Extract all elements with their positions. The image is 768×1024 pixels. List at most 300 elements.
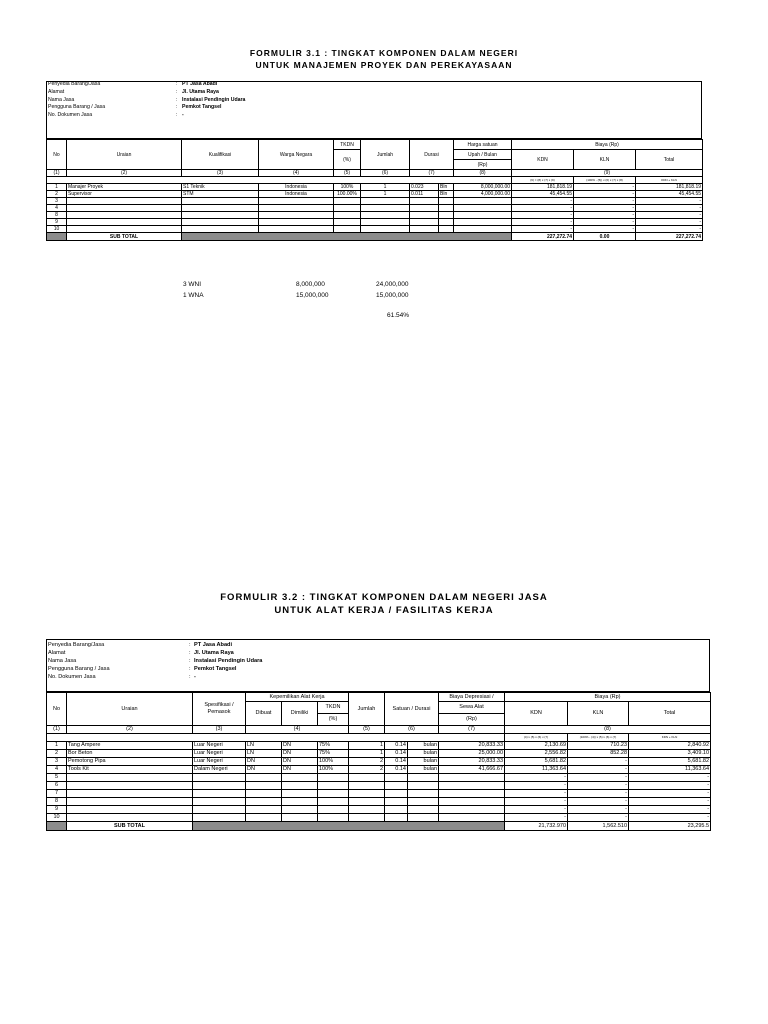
row-tkdn (334, 219, 361, 226)
info-value: - (182, 112, 184, 119)
row-total: - (629, 782, 711, 790)
row-durasi: 0.023 (410, 184, 439, 191)
row-dibuat (246, 782, 282, 790)
header-tkdn: TKDN (318, 702, 349, 714)
row-harga: 4,000,000.00 (454, 191, 512, 198)
row-tkdn (318, 790, 349, 798)
header-uraian: Uraian (67, 140, 182, 170)
row-kualifikasi: S1 Teknik (182, 184, 259, 191)
table-row (47, 798, 711, 806)
row-kdn: 45,454.55 (512, 191, 574, 198)
table-row (47, 766, 711, 774)
header-no: No (47, 140, 67, 170)
row-no: 2 (47, 750, 67, 758)
row-harga (454, 205, 512, 212)
row-kln: - (574, 226, 636, 233)
row-dimiliki: DN (282, 766, 318, 774)
row-jumlah: 1 (361, 191, 410, 198)
form1-table (46, 139, 703, 241)
subtotal-label: SUB TOTAL (67, 822, 193, 831)
header-total: Total (629, 702, 711, 726)
row-satuan (408, 774, 439, 782)
row-total: - (629, 806, 711, 814)
row-satuan: bulan (408, 758, 439, 766)
colnum: (3) (182, 170, 259, 177)
colnum: (4) (246, 726, 349, 734)
colnum: (8) (454, 170, 512, 177)
header-biaya: Biaya (Rp) (512, 140, 703, 150)
row-total: - (636, 212, 703, 219)
row-kln: - (574, 212, 636, 219)
row-dimiliki (282, 798, 318, 806)
colnum: (9) (512, 170, 703, 177)
row-dimiliki (282, 790, 318, 798)
row-depresiasi (439, 790, 505, 798)
row-warga-negara (259, 198, 334, 205)
row-jumlah: 1 (349, 742, 385, 750)
subtotal-kdn: 21,732.970 (505, 822, 568, 831)
header-harga-line1: Harga satuan (454, 140, 512, 150)
row-kdn: - (512, 205, 574, 212)
row-jumlah (349, 774, 385, 782)
row-kln: - (568, 782, 629, 790)
row-durasi-unit (439, 205, 454, 212)
row-tkdn (318, 782, 349, 790)
row-uraian (67, 774, 193, 782)
info-label: Nama Jasa (48, 96, 75, 103)
row-durasi: 0.011 (410, 191, 439, 198)
row-uraian (67, 212, 182, 219)
colnum: (5) (349, 726, 385, 734)
row-jumlah: 1 (349, 750, 385, 758)
row-dibuat: LN (246, 750, 282, 758)
row-uraian (67, 782, 193, 790)
row-durasi (385, 782, 408, 790)
row-kln: - (574, 191, 636, 198)
row-durasi: 0.14 (385, 750, 408, 758)
row-uraian: Tang Ampere (67, 742, 193, 750)
header-spesifikasi-line1: Spesifikasi / (204, 702, 234, 708)
info-label: Penyedia Barang/Jasa (48, 642, 105, 648)
row-durasi (410, 198, 439, 205)
header-jumlah: Jumlah (361, 140, 410, 170)
colnum: (6) (361, 170, 410, 177)
header-total: Total (636, 150, 703, 170)
row-durasi-unit (439, 212, 454, 219)
row-depresiasi: 25,000.00 (439, 750, 505, 758)
row-kdn: - (505, 806, 568, 814)
row-kdn: - (512, 212, 574, 219)
table-row (47, 806, 711, 814)
row-durasi-unit (439, 219, 454, 226)
row-dimiliki (282, 814, 318, 822)
row-no: 9 (47, 219, 67, 226)
info-colon: : (189, 658, 191, 664)
row-kln: - (568, 790, 629, 798)
row-kdn: - (512, 226, 574, 233)
header-kepemilikan: Kepemilikan Alat Kerja (246, 693, 349, 702)
row-warga-negara: Indonesia (259, 184, 334, 191)
info-value: - (194, 674, 196, 680)
info-label: No. Dokumen Jasa (48, 674, 96, 680)
info-label: Alamat (48, 650, 66, 656)
row-spesifikasi: Luar Negeri (193, 750, 246, 758)
row-dibuat: DN (246, 758, 282, 766)
colnum: (2) (67, 170, 182, 177)
row-total: - (636, 198, 703, 205)
row-harga (454, 226, 512, 233)
table-row (47, 212, 703, 219)
form1-title-line1: FORMULIR 3.1 : TINGKAT KOMPONEN DALAM NEGERI (249, 48, 519, 58)
row-spesifikasi (193, 798, 246, 806)
header-depresiasi-line1: Biaya Depresiasi / (439, 693, 505, 702)
row-tkdn: 100% (334, 184, 361, 191)
subtotal-kln: 0.00 (574, 233, 636, 241)
formula-kdn: (4) x (5) x (6) x (7) (505, 734, 568, 742)
row-tkdn (318, 814, 349, 822)
row-kln: - (568, 766, 629, 774)
row-dibuat (246, 798, 282, 806)
info-label: No. Dokumen Jasa (48, 112, 93, 119)
row-total: 2,840.92 (629, 742, 711, 750)
form1-title-line2: UNTUK MANAJEMEN PROYEK DAN PEREKAYASAAN (255, 60, 513, 70)
row-tkdn (318, 774, 349, 782)
row-jumlah (361, 205, 410, 212)
row-durasi: 0.14 (385, 742, 408, 750)
row-tkdn (334, 198, 361, 205)
row-tkdn (334, 226, 361, 233)
row-harga: 8,000,000.00 (454, 184, 512, 191)
note-percentage: 61.54% (387, 312, 410, 319)
colnum: (4) (259, 170, 334, 177)
row-kln: - (568, 758, 629, 766)
row-jumlah: 1 (361, 184, 410, 191)
formula-kln: (100% - (5)) x (6) x (7) x (8) (574, 177, 636, 184)
row-kln: 852.28 (568, 750, 629, 758)
colnum: (1) (47, 726, 67, 734)
row-dimiliki: DN (282, 742, 318, 750)
row-kln: - (574, 205, 636, 212)
row-kln: - (568, 774, 629, 782)
table-row (47, 742, 711, 750)
subtotal-shade (182, 233, 512, 241)
header-biaya: Biaya (Rp) (505, 693, 711, 702)
info-colon: : (189, 666, 191, 672)
form2-info (48, 641, 262, 681)
header-spesifikasi (193, 693, 246, 726)
info-colon: : (176, 112, 178, 119)
row-no: 3 (47, 758, 67, 766)
row-jumlah (361, 226, 410, 233)
subtotal-shade (47, 233, 67, 241)
table-row (47, 758, 711, 766)
row-uraian: Bor Beton (67, 750, 193, 758)
row-tkdn: 75% (318, 750, 349, 758)
note-wna-total: 15,000,000 (376, 292, 409, 299)
row-satuan (408, 782, 439, 790)
row-depresiasi: 20,833.33 (439, 758, 505, 766)
row-spesifikasi: Dalam Negeri (193, 766, 246, 774)
row-warga-negara (259, 212, 334, 219)
row-no: 10 (47, 226, 67, 233)
row-durasi (385, 814, 408, 822)
row-kualifikasi (182, 226, 259, 233)
row-no: 1 (47, 184, 67, 191)
table-row (47, 750, 711, 758)
table-row (47, 191, 703, 198)
form2-title-line2: UNTUK ALAT KERJA / FASILITAS KERJA (274, 605, 494, 616)
row-no: 5 (47, 774, 67, 782)
row-total: - (629, 790, 711, 798)
row-kdn: - (505, 790, 568, 798)
row-satuan: bulan (408, 766, 439, 774)
row-total: - (636, 205, 703, 212)
row-kln: - (568, 806, 629, 814)
row-kualifikasi (182, 219, 259, 226)
row-kln: - (568, 798, 629, 806)
row-durasi-unit: Bln (439, 184, 454, 191)
row-dimiliki (282, 774, 318, 782)
row-uraian (67, 806, 193, 814)
row-kdn: - (505, 774, 568, 782)
row-jumlah (361, 212, 410, 219)
header-depresiasi-line2: Sewa Alat (439, 702, 505, 714)
note-wni-count: 3 WNI (183, 281, 202, 288)
row-no: 8 (47, 798, 67, 806)
note-wna-count: 1 WNA (183, 292, 204, 299)
row-warga-negara (259, 205, 334, 212)
form1-title (0, 47, 768, 71)
row-no: 6 (47, 782, 67, 790)
info-value: Pemkot Tangsel (182, 104, 222, 111)
formula-spacer (47, 734, 505, 742)
row-uraian: Tools Kit (67, 766, 193, 774)
info-colon: : (189, 650, 191, 656)
subtotal-total: 227,272.74 (636, 233, 703, 241)
info-value: Instalasi Pendingin Udara (182, 96, 246, 103)
row-depresiasi (439, 798, 505, 806)
form2-title-line1: FORMULIR 3.2 : TINGKAT KOMPONEN DALAM NEGERI JASA (220, 592, 548, 603)
row-satuan (408, 790, 439, 798)
table-row (47, 782, 711, 790)
row-spesifikasi (193, 782, 246, 790)
row-total: 181,818.19 (636, 184, 703, 191)
table-row (47, 205, 703, 212)
header-satuan-durasi: Satuan / Durasi (385, 693, 439, 726)
row-kdn: - (512, 219, 574, 226)
info-colon: : (189, 642, 191, 648)
note-wna-rate: 15,000,000 (296, 292, 329, 299)
row-jumlah: 2 (349, 758, 385, 766)
row-kln: - (574, 198, 636, 205)
colnum: (1) (47, 170, 67, 177)
row-durasi (385, 798, 408, 806)
row-jumlah (361, 198, 410, 205)
note-wni-rate: 8,000,000 (296, 281, 325, 288)
row-durasi (410, 226, 439, 233)
info-label: Nama Jasa (48, 658, 77, 664)
row-spesifikasi: Luar Negeri (193, 742, 246, 750)
row-depresiasi: 20,833.33 (439, 742, 505, 750)
row-tkdn: 75% (318, 742, 349, 750)
row-dibuat (246, 806, 282, 814)
header-kln: KLN (574, 150, 636, 170)
row-tkdn: 100% (318, 758, 349, 766)
row-kln: - (574, 184, 636, 191)
table-row (47, 226, 703, 233)
info-value: Pemkot Tangsel (194, 666, 237, 672)
header-kln: KLN (568, 702, 629, 726)
header-tkdn: TKDN (334, 140, 361, 150)
header-harga-line2: Upah / Bulan (454, 150, 512, 160)
row-dibuat (246, 774, 282, 782)
form1-info (48, 81, 245, 120)
row-warga-negara: Indonesia (259, 191, 334, 198)
row-uraian (67, 226, 182, 233)
row-depresiasi (439, 814, 505, 822)
row-kdn: 2,130.69 (505, 742, 568, 750)
row-jumlah (349, 790, 385, 798)
row-dimiliki: DN (282, 750, 318, 758)
row-total: 45,454.55 (636, 191, 703, 198)
header-kdn: KDN (512, 150, 574, 170)
row-satuan: bulan (408, 742, 439, 750)
row-kln: 710.23 (568, 742, 629, 750)
info-colon: : (176, 81, 178, 87)
row-total: - (629, 798, 711, 806)
row-no: 7 (47, 790, 67, 798)
header-uraian: Uraian (67, 693, 193, 726)
row-durasi (410, 219, 439, 226)
info-colon: : (189, 674, 191, 680)
row-total: 11,363.64 (629, 766, 711, 774)
row-no: 2 (47, 191, 67, 198)
info-value: Jl. Utama Raya (182, 88, 219, 95)
row-durasi-unit (439, 198, 454, 205)
row-depresiasi (439, 774, 505, 782)
header-kdn: KDN (505, 702, 568, 726)
subtotal-shade (193, 822, 505, 831)
row-total: - (636, 219, 703, 226)
formula-kln: (100% - (4)) x (5) x (6) x (7) (568, 734, 629, 742)
header-harga-line3: (Rp) (454, 160, 512, 170)
table-row (47, 219, 703, 226)
header-dimiliki: Dimiliki (282, 702, 318, 726)
row-uraian (67, 798, 193, 806)
info-value: Jl. Utama Raya (194, 650, 234, 656)
row-harga (454, 198, 512, 205)
row-kdn: - (505, 782, 568, 790)
row-kdn: 5,681.82 (505, 758, 568, 766)
header-depresiasi-line3: (Rp) (439, 714, 505, 726)
row-kualifikasi (182, 198, 259, 205)
row-kualifikasi (182, 205, 259, 212)
table-row (47, 790, 711, 798)
row-durasi-unit (439, 226, 454, 233)
row-durasi (410, 212, 439, 219)
header-kualifikasi: Kualifikasi (182, 140, 259, 170)
row-tkdn (334, 212, 361, 219)
subtotal-kln: 1,562.510 (568, 822, 629, 831)
row-durasi (385, 774, 408, 782)
row-depresiasi (439, 806, 505, 814)
row-dimiliki (282, 782, 318, 790)
row-durasi (410, 205, 439, 212)
info-value: Instalasi Pendingin Udara (194, 658, 263, 664)
row-no: 8 (47, 212, 67, 219)
row-uraian: Supervisor (67, 191, 182, 198)
row-uraian: Pemotong Pipa (67, 758, 193, 766)
row-kdn: 181,818.19 (512, 184, 574, 191)
colnum: (6) (385, 726, 439, 734)
row-satuan (408, 814, 439, 822)
header-tkdn-pct: (%) (318, 714, 349, 726)
info-colon: : (176, 96, 178, 103)
row-no: 1 (47, 742, 67, 750)
row-satuan (408, 798, 439, 806)
row-total: - (629, 814, 711, 822)
row-no: 3 (47, 198, 67, 205)
header-dibuat: Dibuat (246, 702, 282, 726)
header-spesifikasi-line2: Pemasok (207, 709, 231, 715)
header-no: No (47, 693, 67, 726)
subtotal-kdn: 227,272.74 (512, 233, 574, 241)
row-spesifikasi (193, 814, 246, 822)
colnum: (5) (334, 170, 361, 177)
row-dibuat (246, 790, 282, 798)
info-colon: : (176, 88, 178, 95)
row-warga-negara (259, 219, 334, 226)
formula-total: KDN + KLN (636, 177, 703, 184)
header-warga-negara: Warga Negara (259, 140, 334, 170)
table-row (47, 814, 711, 822)
row-no: 4 (47, 205, 67, 212)
row-uraian (67, 198, 182, 205)
row-dibuat: DN (246, 766, 282, 774)
row-durasi: 0.14 (385, 766, 408, 774)
row-kdn: 11,363.64 (505, 766, 568, 774)
row-dimiliki: DN (282, 758, 318, 766)
formula-spacer (47, 177, 512, 184)
row-total: - (629, 774, 711, 782)
row-kln: - (568, 814, 629, 822)
row-tkdn: 100% (318, 766, 349, 774)
info-colon: : (176, 104, 178, 111)
row-uraian (67, 219, 182, 226)
row-kdn: - (505, 798, 568, 806)
row-kdn: - (505, 814, 568, 822)
colnum: (7) (410, 170, 454, 177)
row-depresiasi: 41,666.67 (439, 766, 505, 774)
header-jumlah: Jumlah (349, 693, 385, 726)
row-satuan: bulan (408, 750, 439, 758)
row-spesifikasi: Luar Negeri (193, 758, 246, 766)
row-jumlah (349, 798, 385, 806)
info-value: PT Jasa Abadi (182, 81, 218, 87)
row-total: 3,409.10 (629, 750, 711, 758)
row-dibuat: LN (246, 742, 282, 750)
row-tkdn (334, 205, 361, 212)
note-wni-total: 24,000,000 (376, 281, 409, 288)
row-kdn: - (512, 198, 574, 205)
colnum: (8) (505, 726, 711, 734)
form2-title (0, 591, 768, 617)
row-kln: - (574, 219, 636, 226)
header-durasi: Durasi (410, 140, 454, 170)
subtotal-shade (47, 822, 67, 831)
row-tkdn: 100.00% (334, 191, 361, 198)
colnum: (2) (67, 726, 193, 734)
